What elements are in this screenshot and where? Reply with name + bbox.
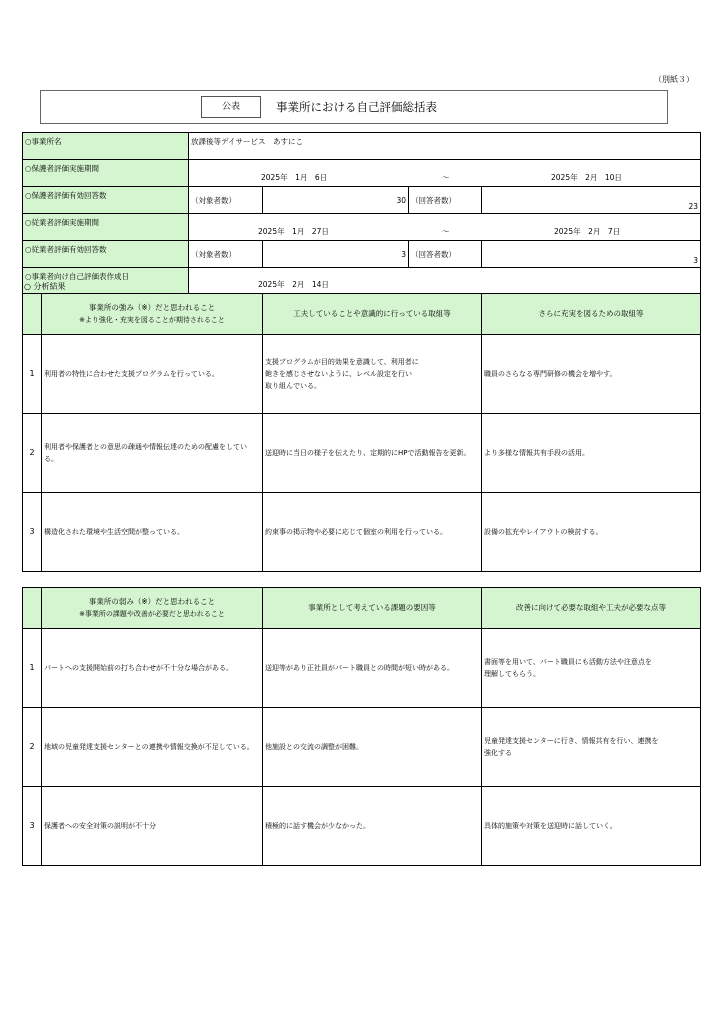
row-number: 3 (23, 787, 42, 866)
weaknesses-header-1 (42, 588, 263, 629)
text-line: 飽きを感じさせないように、レベル設定を行い (265, 370, 412, 378)
weakness-improvement (482, 708, 701, 787)
info-table (22, 132, 701, 295)
weaknesses-header-2: 事業所として考えている課題の要因等 (263, 588, 482, 629)
staff-period (189, 214, 701, 241)
document-title: 事業所における自己評価総括表 (276, 100, 437, 114)
guardian-period-end: 2025年 2月 10日 (551, 172, 622, 182)
strength-further-action: 職員のさらなる専門研修の機会を増やす。 (482, 335, 701, 414)
text-line: 書面等を用いて、パート職員にも活動方法や注意点を (484, 658, 652, 666)
row-number: 3 (23, 493, 42, 572)
strengths-header-blank (23, 294, 42, 335)
weakness-cause: 送迎等があり正社員がパート職員との時間が短い時がある。 (263, 629, 482, 708)
text-line: 児童発達支援センターに行き、情報共有を行い、連携を (484, 737, 659, 745)
created-date-cell (189, 268, 701, 295)
guardian-answer-value: 23 (482, 187, 701, 214)
staff-period-tilde: ～ (442, 226, 450, 236)
weakness-cause: 他施設との交流の調整が困難。 (263, 708, 482, 787)
table-row (23, 335, 701, 414)
strengths-header-1-sub: ※より強化・充実を図ることが期待されること (79, 316, 225, 324)
row-number: 2 (23, 708, 42, 787)
staff-period-start: 2025年 1月 27日 (258, 226, 329, 236)
guardian-period (189, 160, 701, 187)
text-line: 支援プログラムが目的効果を意識して、利用者に (265, 358, 419, 366)
title-box (40, 90, 668, 124)
strength-effort: 送迎時に当日の様子を伝えたり、定期的にHPで活動報告を更新。 (263, 414, 482, 493)
text-line: 取り組んでいる。 (265, 382, 321, 390)
staff-period-label: ○従業者評価実施期間 (23, 214, 189, 241)
weakness-cause: 積極的に話す機会が少なかった。 (263, 787, 482, 866)
weakness-improvement (482, 629, 701, 708)
strengths-header-1-main: 事業所の強み（※）だと思われること (88, 303, 216, 312)
strength-further-action: 設備の拡充やレイアウトの検討する。 (482, 493, 701, 572)
guardian-target-label: （対象者数） (189, 187, 263, 214)
analysis-label: ○ 分析結果 (24, 282, 66, 291)
staff-count-label: ○従業者評価有効回答数 (23, 241, 189, 268)
guardian-period-tilde: ～ (442, 172, 450, 182)
guardian-count-label: ○保護者評価有効回答数 (23, 187, 189, 214)
weakness-item: パートへの支援開始前の打ち合わせが不十分な場合がある。 (42, 629, 263, 708)
weaknesses-header-blank (23, 588, 42, 629)
weakness-item: 地域の児童発達支援センターとの連携や情報交換が不足している。 (42, 708, 263, 787)
table-row (23, 493, 701, 572)
staff-target-value: 3 (263, 241, 409, 268)
text-line: 理解してもらう。 (484, 670, 540, 678)
guardian-period-label: ○保護者評価実施期間 (23, 160, 189, 187)
weakness-item: 保護者への安全対策の説明が不十分 (42, 787, 263, 866)
row-number: 2 (23, 414, 42, 493)
strengths-header-2: 工夫していることや意識的に行っている取組等 (263, 294, 482, 335)
staff-target-label: （対象者数） (189, 241, 263, 268)
strength-item: 利用者や保護者との意思の疎通や情報伝達のための配慮をしている。 (42, 414, 263, 493)
strength-item: 構造化された環境や生活空間が整っている。 (42, 493, 263, 572)
row-number: 1 (23, 335, 42, 414)
guardian-answer-label: （回答者数） (409, 187, 482, 214)
text-line: 強化する (484, 749, 512, 757)
strengths-table (22, 293, 701, 572)
strength-effort: 約束事の掲示物や必要に応じて個室の利用を行っている。 (263, 493, 482, 572)
table-row (23, 787, 701, 866)
weaknesses-header-1-main: 事業所の弱み（※）だと思われること (88, 597, 216, 606)
weaknesses-table (22, 587, 701, 866)
weaknesses-header-1-sub: ※事業所の課題や改善が必要だと思われること (79, 610, 225, 618)
weaknesses-header-3: 改善に向けて必要な取組や工夫が必要な点等 (482, 588, 701, 629)
weakness-improvement: 具体的施策や対策を送迎時に話していく。 (482, 787, 701, 866)
staff-period-end: 2025年 2月 7日 (554, 226, 621, 236)
office-name-label: ○事業所名 (23, 133, 189, 160)
strengths-header-1 (42, 294, 263, 335)
strength-further-action: より多様な情報共有手段の活用。 (482, 414, 701, 493)
guardian-period-start: 2025年 1月 6日 (261, 172, 328, 182)
strength-item: 利用者の特性に合わせた支援プログラムを行っている。 (42, 335, 263, 414)
public-label: 公表 (201, 96, 261, 118)
created-date-label: ○事業者向け自己評価表作成日 (23, 268, 189, 295)
row-number: 1 (23, 629, 42, 708)
strength-effort (263, 335, 482, 414)
annex-label: （別紙３） (654, 75, 694, 84)
table-row (23, 414, 701, 493)
table-row (23, 629, 701, 708)
guardian-target-value: 30 (263, 187, 409, 214)
strengths-header-3: さらに充実を図るための取組等 (482, 294, 701, 335)
office-name: 放課後等デイサービス あすにこ (189, 133, 701, 160)
table-row (23, 708, 701, 787)
staff-answer-label: （回答者数） (409, 241, 482, 268)
staff-answer-value: 3 (482, 241, 701, 268)
created-date: 2025年 2月 14日 (258, 279, 329, 289)
